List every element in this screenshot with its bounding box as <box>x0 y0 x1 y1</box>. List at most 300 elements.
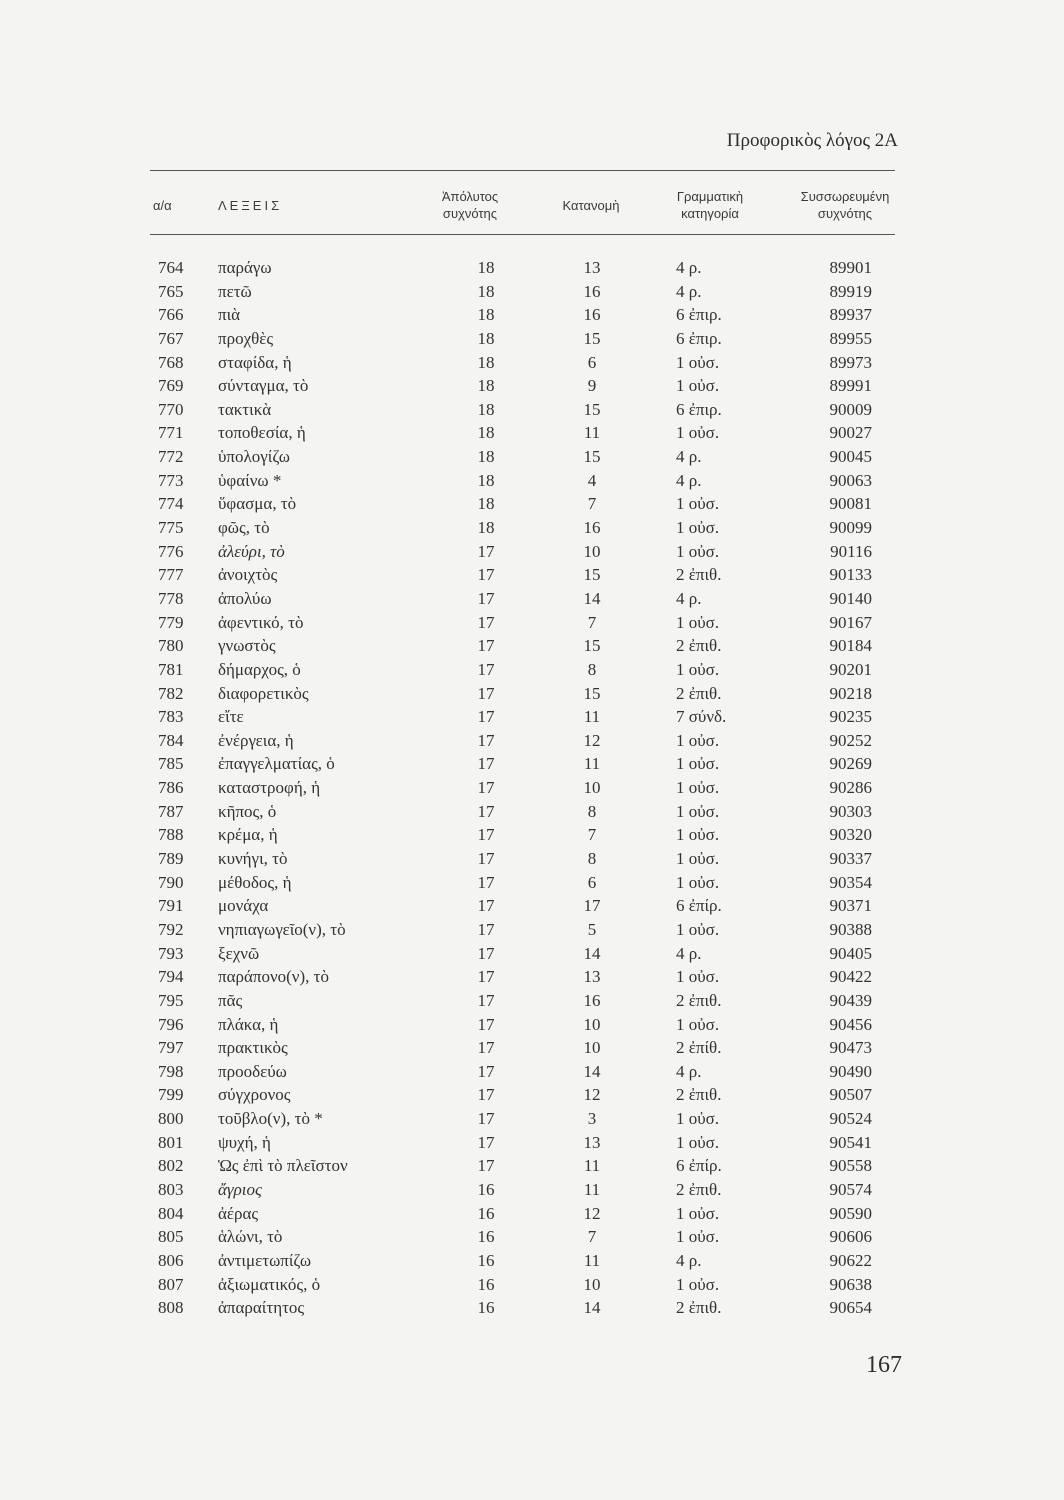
row-grammatical-category: 1 οὐσ. <box>676 376 720 396</box>
row-grammatical-category: 2 ἐπιθ. <box>676 1085 722 1105</box>
row-absolute-frequency: 16 <box>477 1179 495 1199</box>
row-grammatical-category: 2 ἐπιθ. <box>676 990 722 1010</box>
row-index: 787 <box>158 801 184 821</box>
table-row <box>0 965 1064 989</box>
row-index: 774 <box>158 494 184 514</box>
row-distribution: 14 <box>583 588 601 608</box>
table-row <box>0 398 1064 422</box>
row-word: παράπονο(ν), τὸ <box>218 967 329 987</box>
row-absolute-frequency: 17 <box>477 1085 495 1105</box>
row-word: σύγχρονος <box>218 1085 291 1105</box>
row-absolute-frequency: 16 <box>477 1250 495 1270</box>
row-cumulative-frequency: 90473 <box>829 1038 872 1058</box>
row-word: ἀπολύω <box>218 588 272 608</box>
row-cumulative-frequency: 90456 <box>829 1014 872 1034</box>
row-absolute-frequency: 18 <box>477 447 495 467</box>
row-cumulative-frequency: 90490 <box>829 1061 872 1081</box>
row-distribution: 9 <box>587 376 597 396</box>
table-row <box>0 611 1064 635</box>
row-distribution: 15 <box>583 399 601 419</box>
row-distribution: 12 <box>583 730 601 750</box>
row-cumulative-frequency: 90116 <box>830 541 872 561</box>
column-header-absolute-line1: Ἀπόλυτος <box>441 189 499 204</box>
row-grammatical-category: 2 ἐπιθ. <box>676 683 722 703</box>
row-absolute-frequency: 18 <box>477 305 495 325</box>
row-grammatical-category: 1 οὐσ. <box>676 730 720 750</box>
row-distribution: 16 <box>583 305 601 325</box>
row-grammatical-category: 4 ρ. <box>676 470 702 490</box>
row-grammatical-category: 1 οὐσ. <box>676 1014 720 1034</box>
row-grammatical-category: 4 ρ. <box>676 447 702 467</box>
row-word: δήμαρχος, ὁ <box>218 659 301 679</box>
row-cumulative-frequency: 90235 <box>829 707 872 727</box>
row-distribution: 8 <box>587 849 597 869</box>
row-distribution: 7 <box>587 612 597 632</box>
row-absolute-frequency: 18 <box>477 258 495 277</box>
row-absolute-frequency: 17 <box>477 967 495 987</box>
table-row <box>0 1036 1064 1060</box>
row-distribution: 11 <box>583 707 601 727</box>
row-absolute-frequency: 16 <box>477 1274 495 1294</box>
row-cumulative-frequency: 90638 <box>829 1274 872 1294</box>
row-grammatical-category: 1 οὐσ. <box>676 919 720 939</box>
row-index: 777 <box>158 565 184 585</box>
row-grammatical-category: 1 οὐσ. <box>676 1227 720 1247</box>
row-word: τοῦβλο(ν), τὸ * <box>218 1109 323 1129</box>
row-absolute-frequency: 17 <box>477 1014 495 1034</box>
row-cumulative-frequency: 90405 <box>829 943 872 963</box>
row-index: 786 <box>158 778 184 798</box>
row-grammatical-category: 6 ἐπίρ. <box>676 1156 722 1176</box>
row-index: 796 <box>158 1014 184 1034</box>
row-word: ὑφαίνω * <box>218 470 282 490</box>
row-grammatical-category: 4 ρ. <box>676 588 702 608</box>
row-index: 789 <box>158 849 184 869</box>
row-distribution: 11 <box>583 1179 601 1199</box>
table-row <box>0 800 1064 824</box>
row-grammatical-category: 6 ἐπίρ. <box>676 896 722 916</box>
row-cumulative-frequency: 90574 <box>829 1179 872 1199</box>
row-grammatical-category: 2 ἐπιθ. <box>676 636 722 656</box>
row-index: 785 <box>158 754 184 774</box>
row-distribution: 6 <box>587 352 597 372</box>
row-index: 804 <box>158 1203 184 1223</box>
column-header-words: ΛΕΞΕΙΣ <box>218 197 283 213</box>
column-header-absolute-frequency <box>405 180 535 230</box>
table-row <box>0 1249 1064 1273</box>
table-row <box>0 327 1064 351</box>
row-grammatical-category: 1 οὐσ. <box>676 849 720 869</box>
row-cumulative-frequency: 90337 <box>829 849 872 869</box>
table-row <box>0 1202 1064 1226</box>
table-row <box>0 871 1064 895</box>
row-index: 775 <box>158 518 184 538</box>
row-grammatical-category: 1 οὐσ. <box>676 494 720 514</box>
running-head: Προφορικὸς λόγος 2Α <box>726 130 898 151</box>
table-row <box>0 421 1064 445</box>
row-distribution: 7 <box>587 494 597 514</box>
row-distribution: 10 <box>583 1038 601 1058</box>
table-row <box>0 351 1064 375</box>
row-index: 766 <box>158 305 184 325</box>
row-distribution: 10 <box>583 1274 601 1294</box>
row-cumulative-frequency: 90201 <box>829 659 872 679</box>
column-header-cumulative-line2: συχνότης <box>817 206 873 221</box>
row-cumulative-frequency: 90541 <box>829 1132 872 1152</box>
row-index: 773 <box>158 470 184 490</box>
row-word: πρακτικὸς <box>218 1038 288 1058</box>
table-row <box>0 280 1064 304</box>
row-word: προχθὲς <box>218 328 274 348</box>
row-word: σύνταγμα, τὸ <box>218 376 309 396</box>
table-row <box>0 1131 1064 1155</box>
table-row <box>0 445 1064 469</box>
row-distribution: 14 <box>583 1298 601 1318</box>
row-absolute-frequency: 18 <box>477 423 495 443</box>
table-row <box>0 823 1064 847</box>
row-distribution: 11 <box>583 754 601 774</box>
row-distribution: 13 <box>583 258 601 277</box>
column-header-absolute-line2: συχνότης <box>442 206 498 221</box>
row-absolute-frequency: 17 <box>477 919 495 939</box>
row-word: νηπιαγωγεῖο(ν), τὸ <box>218 919 346 939</box>
row-word: ἐπαγγελματίας, ὁ <box>218 754 335 774</box>
row-absolute-frequency: 17 <box>477 730 495 750</box>
row-word: πλάκα, ἡ <box>218 1014 279 1034</box>
row-absolute-frequency: 17 <box>477 659 495 679</box>
row-cumulative-frequency: 89919 <box>829 281 872 301</box>
table-row <box>0 847 1064 871</box>
row-absolute-frequency: 17 <box>477 612 495 632</box>
row-index: 788 <box>158 825 184 845</box>
row-absolute-frequency: 17 <box>477 896 495 916</box>
row-absolute-frequency: 17 <box>477 1038 495 1058</box>
row-cumulative-frequency: 89955 <box>829 328 872 348</box>
row-grammatical-category: 4 ρ. <box>676 258 702 277</box>
row-index: 767 <box>158 328 184 348</box>
row-cumulative-frequency: 90388 <box>829 919 872 939</box>
row-grammatical-category: 7 σύνδ. <box>676 707 727 727</box>
table-row <box>0 942 1064 966</box>
row-word: ἐνέργεια, ἡ <box>218 730 294 750</box>
row-grammatical-category: 1 οὐσ. <box>676 518 720 538</box>
row-absolute-frequency: 18 <box>477 470 495 490</box>
row-index: 798 <box>158 1061 184 1081</box>
row-absolute-frequency: 18 <box>477 518 495 538</box>
row-index: 799 <box>158 1085 184 1105</box>
table-row <box>0 303 1064 327</box>
row-distribution: 7 <box>587 825 597 845</box>
table-row <box>0 492 1064 516</box>
row-cumulative-frequency: 90524 <box>829 1109 872 1129</box>
row-distribution: 12 <box>583 1085 601 1105</box>
row-grammatical-category: 1 οὐσ. <box>676 1132 720 1152</box>
column-header-grammatical-category <box>650 180 770 230</box>
row-cumulative-frequency: 90218 <box>829 683 872 703</box>
row-word: κρέμα, ἡ <box>218 825 278 845</box>
table-row <box>0 658 1064 682</box>
column-header-distribution: Κατανομὴ <box>562 197 620 213</box>
row-index: 776 <box>158 541 184 561</box>
row-cumulative-frequency: 90081 <box>829 494 872 514</box>
row-distribution: 16 <box>583 518 601 538</box>
row-grammatical-category: 1 οὐσ. <box>676 801 720 821</box>
row-absolute-frequency: 17 <box>477 990 495 1010</box>
row-distribution: 13 <box>583 1132 601 1152</box>
row-absolute-frequency: 17 <box>477 588 495 608</box>
row-index: 803 <box>158 1179 184 1199</box>
row-distribution: 12 <box>583 1203 601 1223</box>
row-distribution: 15 <box>583 683 601 703</box>
table-row <box>0 682 1064 706</box>
row-word: ἀνοιχτὸς <box>218 565 278 585</box>
row-distribution: 15 <box>583 636 601 656</box>
row-index: 769 <box>158 376 184 396</box>
row-cumulative-frequency: 90371 <box>829 896 872 916</box>
row-index: 790 <box>158 872 184 892</box>
row-absolute-frequency: 17 <box>477 1061 495 1081</box>
row-absolute-frequency: 17 <box>477 565 495 585</box>
table-row <box>0 563 1064 587</box>
page-number: 167 <box>866 1352 902 1378</box>
table-row <box>0 776 1064 800</box>
row-grammatical-category: 4 ρ. <box>676 281 702 301</box>
row-index: 764 <box>158 258 184 277</box>
row-word: πιὰ <box>218 305 241 325</box>
row-grammatical-category: 6 ἐπιρ. <box>676 305 722 325</box>
row-distribution: 11 <box>583 1250 601 1270</box>
row-word: κῆπος, ὁ <box>218 801 277 821</box>
row-index: 781 <box>158 659 184 679</box>
row-word: πετῶ <box>218 281 252 301</box>
row-cumulative-frequency: 90439 <box>829 990 872 1010</box>
row-distribution: 16 <box>583 990 601 1010</box>
row-distribution: 5 <box>587 919 597 939</box>
row-cumulative-frequency: 90133 <box>829 565 872 585</box>
table-row <box>0 374 1064 398</box>
row-cumulative-frequency: 90654 <box>829 1298 872 1318</box>
row-word: ἁλώνι, τὸ <box>218 1227 283 1247</box>
row-grammatical-category: 2 ἐπίθ. <box>676 1038 722 1058</box>
row-cumulative-frequency: 90167 <box>829 612 872 632</box>
table-row <box>0 1060 1064 1084</box>
row-cumulative-frequency: 89901 <box>829 258 872 277</box>
row-word: κυνήγι, τὸ <box>218 849 288 869</box>
frequency-table-body <box>0 256 1064 1320</box>
row-grammatical-category: 6 ἐπιρ. <box>676 399 722 419</box>
table-row <box>0 1225 1064 1249</box>
row-cumulative-frequency: 90063 <box>829 470 872 490</box>
row-cumulative-frequency: 90099 <box>829 518 872 538</box>
table-row <box>0 1154 1064 1178</box>
row-word: ξεχνῶ <box>218 943 260 963</box>
row-cumulative-frequency: 90590 <box>829 1203 872 1223</box>
table-row <box>0 587 1064 611</box>
row-grammatical-category: 4 ρ. <box>676 1250 702 1270</box>
row-absolute-frequency: 17 <box>477 754 495 774</box>
row-grammatical-category: 4 ρ. <box>676 1061 702 1081</box>
row-cumulative-frequency: 90303 <box>829 801 872 821</box>
row-index: 771 <box>158 423 184 443</box>
row-absolute-frequency: 18 <box>477 399 495 419</box>
row-index: 783 <box>158 707 184 727</box>
row-index: 797 <box>158 1038 184 1058</box>
row-index: 808 <box>158 1298 184 1318</box>
table-row <box>0 256 1064 280</box>
row-index: 807 <box>158 1274 184 1294</box>
row-index: 770 <box>158 399 184 419</box>
row-distribution: 8 <box>587 801 597 821</box>
row-word: εἴτε <box>218 707 244 727</box>
table-row <box>0 1013 1064 1037</box>
row-absolute-frequency: 16 <box>477 1203 495 1223</box>
row-word: ἄγριος <box>218 1179 262 1199</box>
row-absolute-frequency: 17 <box>477 943 495 963</box>
column-header-cumulative-line1: Συσσωρευμένη <box>800 189 890 204</box>
column-header-index: α/α <box>153 197 172 213</box>
table-row <box>0 1296 1064 1320</box>
row-index: 768 <box>158 352 184 372</box>
row-grammatical-category: 1 οὐσ. <box>676 825 720 845</box>
column-header-grammar-line1: Γραμματικὴ <box>676 189 744 204</box>
row-grammatical-category: 1 οὐσ. <box>676 659 720 679</box>
row-index: 792 <box>158 919 184 939</box>
row-distribution: 15 <box>583 447 601 467</box>
row-word: ἀέρας <box>218 1203 259 1223</box>
row-absolute-frequency: 17 <box>477 778 495 798</box>
row-distribution: 15 <box>583 328 601 348</box>
row-absolute-frequency: 17 <box>477 849 495 869</box>
row-word: γνωστὸς <box>218 636 276 656</box>
table-row <box>0 918 1064 942</box>
row-word: πᾶς <box>218 990 243 1010</box>
row-index: 800 <box>158 1109 184 1129</box>
column-header-grammar-line2: κατηγορία <box>681 206 739 221</box>
row-absolute-frequency: 17 <box>477 636 495 656</box>
row-index: 795 <box>158 990 184 1010</box>
row-word: ἀντιμετωπίζω <box>218 1250 312 1270</box>
row-grammatical-category: 1 οὐσ. <box>676 1274 720 1294</box>
row-index: 779 <box>158 612 184 632</box>
row-cumulative-frequency: 90320 <box>829 825 872 845</box>
row-word: Ὡς ἐπὶ τὸ πλεῖστον <box>218 1156 348 1176</box>
row-word: ὕφασμα, τὸ <box>218 494 297 514</box>
row-cumulative-frequency: 89991 <box>829 376 872 396</box>
row-distribution: 10 <box>583 1014 601 1034</box>
row-absolute-frequency: 17 <box>477 683 495 703</box>
table-row <box>0 1273 1064 1297</box>
row-distribution: 10 <box>583 541 601 561</box>
row-absolute-frequency: 17 <box>477 707 495 727</box>
row-grammatical-category: 1 οὐσ. <box>676 872 720 892</box>
row-distribution: 14 <box>583 1061 601 1081</box>
row-grammatical-category: 4 ρ. <box>676 943 702 963</box>
table-row <box>0 469 1064 493</box>
row-absolute-frequency: 17 <box>477 801 495 821</box>
row-grammatical-category: 1 οὐσ. <box>676 352 720 372</box>
row-grammatical-category: 1 οὐσ. <box>676 754 720 774</box>
row-distribution: 7 <box>587 1227 597 1247</box>
row-cumulative-frequency: 90045 <box>829 447 872 467</box>
row-grammatical-category: 1 οὐσ. <box>676 1109 720 1129</box>
column-header-cumulative-frequency <box>785 180 905 230</box>
table-row <box>0 516 1064 540</box>
row-distribution: 8 <box>587 659 597 679</box>
row-distribution: 10 <box>583 778 601 798</box>
row-grammatical-category: 1 οὐσ. <box>676 612 720 632</box>
row-cumulative-frequency: 90622 <box>829 1250 872 1270</box>
row-index: 772 <box>158 447 184 467</box>
row-index: 784 <box>158 730 184 750</box>
row-cumulative-frequency: 90354 <box>829 872 872 892</box>
row-absolute-frequency: 18 <box>477 494 495 514</box>
table-row <box>0 1083 1064 1107</box>
row-cumulative-frequency: 90422 <box>829 967 872 987</box>
row-index: 794 <box>158 967 184 987</box>
row-word: παράγω <box>218 258 272 277</box>
row-word: μέθοδος, ἡ <box>218 872 292 892</box>
row-word: προοδεύω <box>218 1061 287 1081</box>
row-word: σταφίδα, ἡ <box>218 352 292 372</box>
row-word: ἀλεύρι, τὸ <box>218 541 285 561</box>
row-absolute-frequency: 18 <box>477 281 495 301</box>
row-absolute-frequency: 18 <box>477 352 495 372</box>
row-distribution: 17 <box>583 896 601 916</box>
row-word: ἀφεντικό, τὸ <box>218 612 304 632</box>
row-word: ψυχή, ἡ <box>218 1132 271 1152</box>
row-word: μονάχα <box>218 896 269 916</box>
row-distribution: 11 <box>583 423 601 443</box>
row-grammatical-category: 1 οὐσ. <box>676 1203 720 1223</box>
row-index: 805 <box>158 1227 184 1247</box>
row-absolute-frequency: 17 <box>477 1132 495 1152</box>
table-row <box>0 894 1064 918</box>
row-distribution: 14 <box>583 943 601 963</box>
row-distribution: 11 <box>583 1156 601 1176</box>
row-distribution: 3 <box>587 1109 597 1129</box>
row-cumulative-frequency: 90140 <box>829 588 872 608</box>
table-row <box>0 729 1064 753</box>
row-index: 765 <box>158 281 184 301</box>
row-cumulative-frequency: 90009 <box>829 399 872 419</box>
row-distribution: 15 <box>583 565 601 585</box>
table-row <box>0 1178 1064 1202</box>
row-grammatical-category: 1 οὐσ. <box>676 423 720 443</box>
table-row <box>0 1107 1064 1131</box>
header-bottom-rule <box>150 234 895 235</box>
row-absolute-frequency: 16 <box>477 1227 495 1247</box>
row-index: 782 <box>158 683 184 703</box>
row-cumulative-frequency: 90184 <box>829 636 872 656</box>
row-index: 780 <box>158 636 184 656</box>
row-cumulative-frequency: 89937 <box>829 305 872 325</box>
row-distribution: 6 <box>587 872 597 892</box>
row-cumulative-frequency: 90252 <box>829 730 872 750</box>
header-top-rule <box>150 170 895 171</box>
table-row <box>0 540 1064 564</box>
row-absolute-frequency: 17 <box>477 872 495 892</box>
row-absolute-frequency: 17 <box>477 1109 495 1129</box>
row-word: τοποθεσία, ἡ <box>218 423 306 443</box>
row-word: ἀπαραίτητος <box>218 1298 305 1318</box>
row-cumulative-frequency: 90027 <box>829 423 872 443</box>
row-word: ἀξιωματικός, ὁ <box>218 1274 321 1294</box>
row-index: 778 <box>158 588 184 608</box>
table-row <box>0 634 1064 658</box>
row-word: καταστροφή, ἡ <box>218 778 321 798</box>
row-absolute-frequency: 18 <box>477 376 495 396</box>
row-absolute-frequency: 17 <box>477 825 495 845</box>
